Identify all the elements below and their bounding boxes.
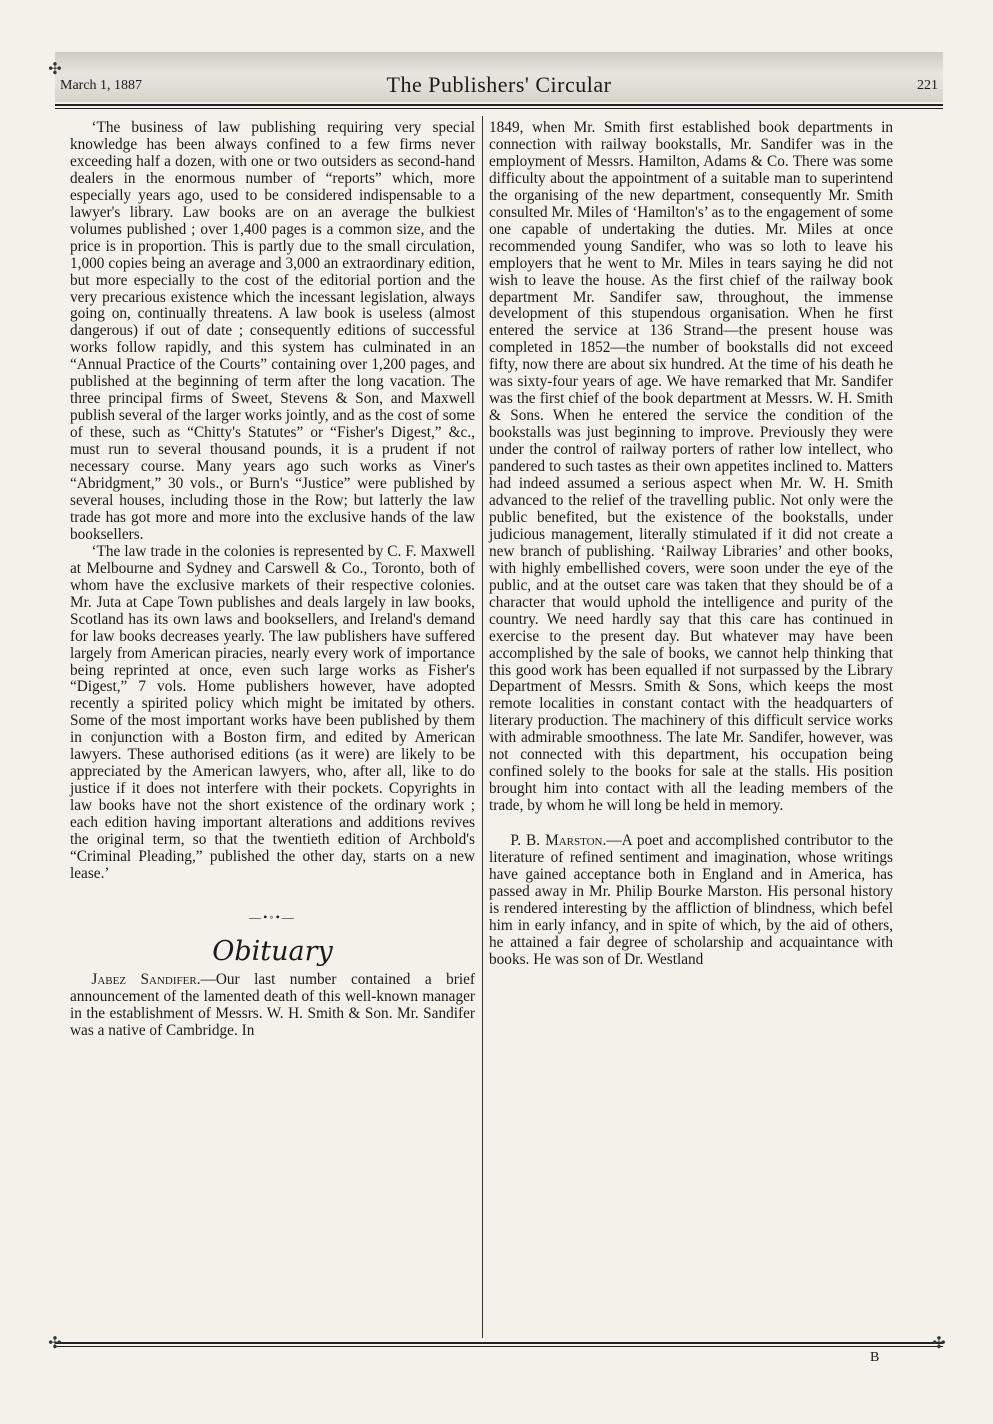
left-column — [70, 120, 475, 1040]
obit-name-marston: P. B. Marston. — [510, 832, 607, 850]
right-column — [489, 120, 893, 969]
printer-signature: B — [870, 1350, 880, 1365]
corner-ornament-right-icon: ✣ — [932, 1333, 946, 1352]
law-publishing-paragraph: ‘The business of law publishing requiring very special knowledge has been always confined to a few firms never exceeding half a dozen, with one or two outsiders as second-hand dealers in the enormous number of “reports” which, more especially years ago, used to be considered indispensable to a lawyer's library. Law books are on an average the bulkiest volumes published ; over 1,400 pages is a common size, and the price is in proportion. This is partly due to the small circulation, 1,000 copies being an average and 3,000 an extraordinary edition, but more especially to the cost of the editorial portion and the very precarious existence which the incessant legislation, always going on, continually threatens. A law book is useless (almost dangerous) if out of date ; consequently editions of successful works follow rapidly, and this system has culminated in an “Annual Practice of the Courts” containing over 1,200 pages, and published at the beginning of term after the long vacation. The three principal firms of Sweet, Stevens & Son, and Maxwell publish several of the larger works jointly, and as the cost of some of these, such as “Chitty's Statutes” or “Fisher's Digest,” &c., must run to several thousand pounds, it is a prudent if not necessary course. Many years ago such works as Viner's “Abridgment,” 30 vols., or Burn's “Justice” were published by several houses, including those in the Row; but latterly the law trade has got more and more into the exclusive hands of the law booksellers. — [70, 119, 475, 543]
section-separator: —•◦•— — [249, 909, 296, 924]
paragraph-gap — [489, 815, 893, 833]
obit-text-marston: —A poet and accomplished contributor to the literature of refined sentiment and imagination, whose writings have gained acceptance both in England and in America, has passed away in Mr. Philip Bourke Marston. His personal history is rendered interesting by the affliction of blindness, which befel him in early infancy, and in spite of which, by the aid of others, he attained a fair degree of scholarship and acquaintance with books. He was son of Dr. Westland — [489, 832, 894, 968]
column-divider — [482, 116, 483, 1338]
corner-ornament-top-left-icon: ✣ — [48, 59, 62, 78]
colonial-law-trade-paragraph: ‘The law trade in the colonies is represented by C. F. Maxwell at Melbourne and Sydney and Carswell & Co., Toronto, both of whom have the exclusive markets of their respective colonies. Mr. Juta at Cape Town publishes and deals largely in law books, Scotland has its own laws and booksellers, and Ireland's demand for law books decreases yearly. The law publishers have suffered largely from American piracies, nearly every work of importance being reprinted at once, even such large works as Fisher's “Digest,” 7 vols. Home publishers however, have adopted recently a spirited policy which might be imitated by others. Some of the most important works have been published by them in conjunction with a Boston firm, and edited by American lawyers. These authorised editions (as it were) are likely to be appreciated by the American lawyers, who, after all, like to do justice if it does not interfere with their pockets. Copyrights in law books have not the short existence of the ordinary work ; each edition having important alterations and additions revives the original term, so that the twentieth edition of Archbold's “Criminal Pleading,” published the other day, starts on a new lease.’ — [70, 542, 475, 882]
footer-rule — [55, 1342, 943, 1347]
publication-title: The Publishers' Circular — [386, 72, 612, 97]
marston-obituary — [489, 833, 893, 969]
corner-ornament-left-icon: ✣ — [48, 1333, 62, 1352]
obit-name-sandifer: Jabez Sandifer. — [91, 970, 201, 988]
header-rule — [55, 104, 943, 109]
page-number: 221 — [917, 78, 938, 93]
obit-text-sandifer: —Our last number contained a brief announcement of the lamented death of this well-known manager in the establishment of Messrs. W. H. Smith & Son. Mr. Sandifer was a native of Cambridge. In — [70, 970, 476, 1039]
sandifer-obituary-start — [70, 972, 475, 1040]
obituary-heading: Obituary — [212, 935, 333, 967]
page-header — [60, 70, 938, 104]
issue-date: March 1, 1887 — [60, 78, 143, 93]
sandifer-obituary-continued: 1849, when Mr. Smith first established book departments in connection with railway bookstalls, Mr. Sandifer was in the employment of Messrs. Hamilton, Adams & Co. There was some difficulty about the appointment of a suitable man to superintend the organising of the new department, consequently Mr. Smith consulted Mr. Miles of ‘Hamilton's’ as to the engagement of some one capable of undertaking the duties. Mr. Miles at once recommended young Sandifer, who was so loth to leave his employers that he went to Mr. Miles in tears saying he did not wish to leave the house. As the first chief of the railway book department Mr. Sandifer saw, throughout, the immense development of this stupendous organisation. When he first entered the service at 136 Strand—the present house was completed in 1852—the number of bookstalls did not exceed fifty, now there are about six hundred. At the time of his death he was sixty-four years of age. We have remarked that Mr. Sandifer was the first chief of the book department at Messrs. W. H. Smith & Sons. When he entered the service the condition of the bookstalls was just beginning to improve. Previously they were under the control of railway porters of rather low intellect, who pandered to such tastes as their own appetites inclined to. Matters had indeed assumed a serious aspect when Mr. W. H. Smith advanced to the relief of the travelling public. Not only were the public benefited, but the existence of the bookstalls, under judicious management, literally stimulated if it did not create a new branch of publishing. ‘Railway Libraries’ and other books, with highly embellished covers, were soon under the eye of the public, and at the outset care was taken that they should be of a character that would uphold the intelligence and purity of the country. We need hardly say that this care has continued in exercise to the present day. But whatever may have been accomplished by the sale of books, we cannot help thinking that this good work has been equalled if not surpassed by the Library Department of Messrs. Smith & Sons, which keeps the most remote localities in constant contact with the headquarters of literary production. The machinery of this difficult service works with admirable smoothness. The late Mr. Sandifer, however, was not connected with this department, his occupation being confined solely to the books for sale at the stalls. His position brought him into contact with all the leading members of the trade, by whom he will long be held in memory. — [489, 119, 893, 815]
